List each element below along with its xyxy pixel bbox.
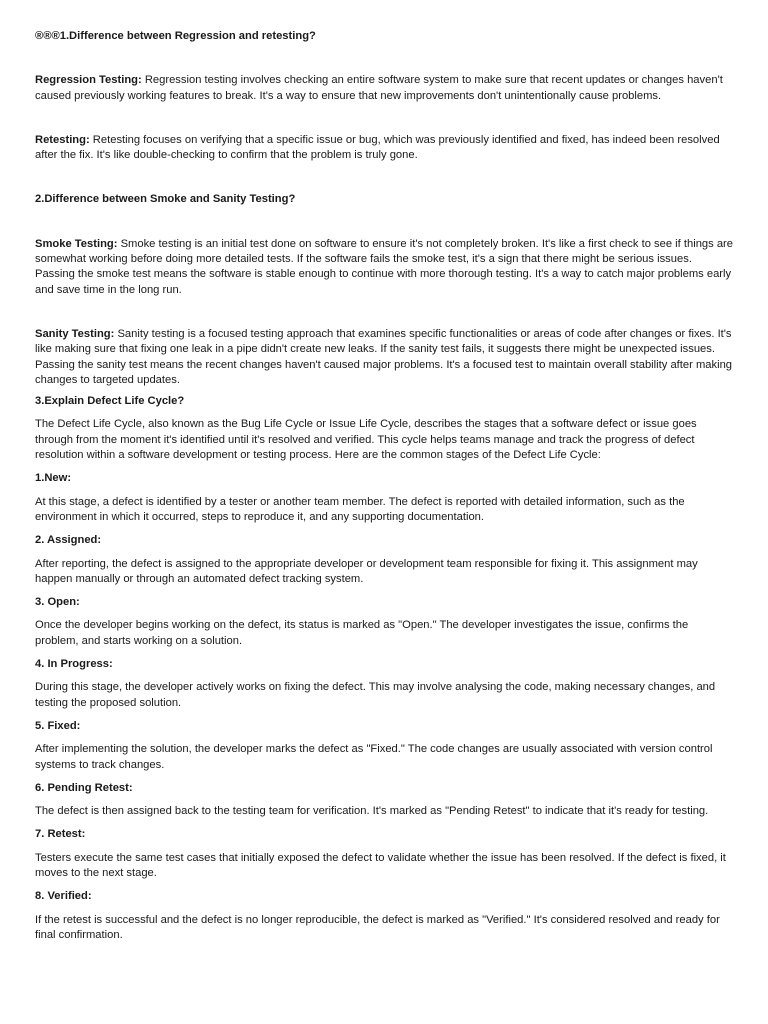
regression-testing-text: Regression testing involves checking an entire software system to make sure that recent updates or changes haven't caused previously working features to break. It's a way to ensure that new improvements don't unintentionally cause problems. [35, 74, 723, 102]
question-1-heading: ®®®1.Difference between Regression and retesting? [35, 30, 316, 42]
smoke-testing-paragraph [35, 237, 734, 298]
stage-8-heading: 8. Verified: [35, 890, 92, 903]
stage-1-text: At this stage, a defect is identified by a tester or another team member. The defect is reported with detailed information, such as the environment in which it occurred, steps to reproduce it, and any supporting documentation. [35, 495, 685, 523]
sanity-testing-label: Sanity Testing: [35, 327, 115, 340]
stage-2-text: After reporting, the defect is assigned to the appropriate developer or development team responsible for fixing it. This assignment may happen manually or through an automated defect tracking system. [35, 557, 698, 585]
stage-5-text: After implementing the solution, the developer marks the defect as "Fixed." The code changes are usually associated with version control systems to track changes. [35, 743, 713, 771]
stage-3-heading: 3. Open: [35, 596, 80, 609]
defect-life-cycle-intro: The Defect Life Cycle, also known as the Bug Life Cycle or Issue Life Cycle, describes the stages that a software defect or issue goes through from the moment it's identified until it's resolved and verified. This cycle helps teams manage and track the progress of defect resolution within a software development or testing process. Here are the common stages of the Defect Life Cycle: [35, 418, 697, 462]
stage-8-text: If the retest is successful and the defect is no longer reproducible, the defect is marked as "Verified." It's considered resolved and ready for final confirmation. [35, 913, 720, 941]
smoke-testing-text: Smoke testing is an initial test done on software to ensure it's not completely broken. It's like a first check to see if things are somewhat working before doing more detailed tests. If the software fails the smoke test, it's a sign that there might be serious issues. Passing the smoke test means the software is stable enough to continue with more thorough testing. It's a way to catch major problems early and save time in the long run. [35, 237, 734, 296]
stage-3-text: Once the developer begins working on the defect, its status is marked as "Open." The developer investigates the issue, confirms the problem, and starts working on a solution. [35, 619, 689, 647]
stage-6-text: The defect is then assigned back to the testing team for verification. It's marked as "Pending Retest" to indicate that it's ready for testing. [35, 805, 709, 818]
regression-testing-paragraph [35, 73, 734, 104]
stage-6-heading: 6. Pending Retest: [35, 781, 133, 794]
regression-testing-label: Regression Testing: [35, 74, 142, 87]
question-3-heading: 3.Explain Defect Life Cycle? [35, 395, 185, 408]
stage-1-heading: 1.New: [35, 472, 72, 485]
stage-2-heading: 2. Assigned: [35, 534, 102, 547]
stage-7-text: Testers execute the same test cases that initially exposed the defect to validate whether the issue has been resolved. If the defect is fixed, it moves to the next stage. [35, 851, 726, 879]
stage-4-heading: 4. In Progress: [35, 658, 113, 671]
retesting-label: Retesting: [35, 133, 90, 146]
stage-5-heading: 5. Fixed: [35, 719, 81, 732]
question-2-heading: 2.Difference between Smoke and Sanity Testing? [35, 193, 296, 206]
sanity-testing-paragraph [35, 327, 734, 388]
sanity-testing-text: Sanity testing is a focused testing approach that examines specific functionalities or areas of code after changes or fixes. It's like making sure that fixing one leak in a pipe didn't create new leaks. If the sanity test fails, it suggests there might be unexpected issues. Passing the sanity test means the recent changes haven't caused major problems. It's a focused test to maintain overall stability after making changes to targeted updates. [35, 327, 733, 386]
stage-4-text: During this stage, the developer actively works on fixing the defect. This may involve analysing the code, making necessary changes, and testing the proposed solution. [35, 681, 716, 709]
retesting-text: Retesting focuses on verifying that a specific issue or bug, which was previously identified and fixed, has indeed been resolved after the fix. It's like double-checking to confirm that the problem is truly gone. [35, 133, 720, 162]
stage-7-heading: 7. Retest: [35, 828, 86, 841]
retesting-paragraph [35, 133, 734, 164]
smoke-testing-label: Smoke Testing: [35, 237, 118, 250]
